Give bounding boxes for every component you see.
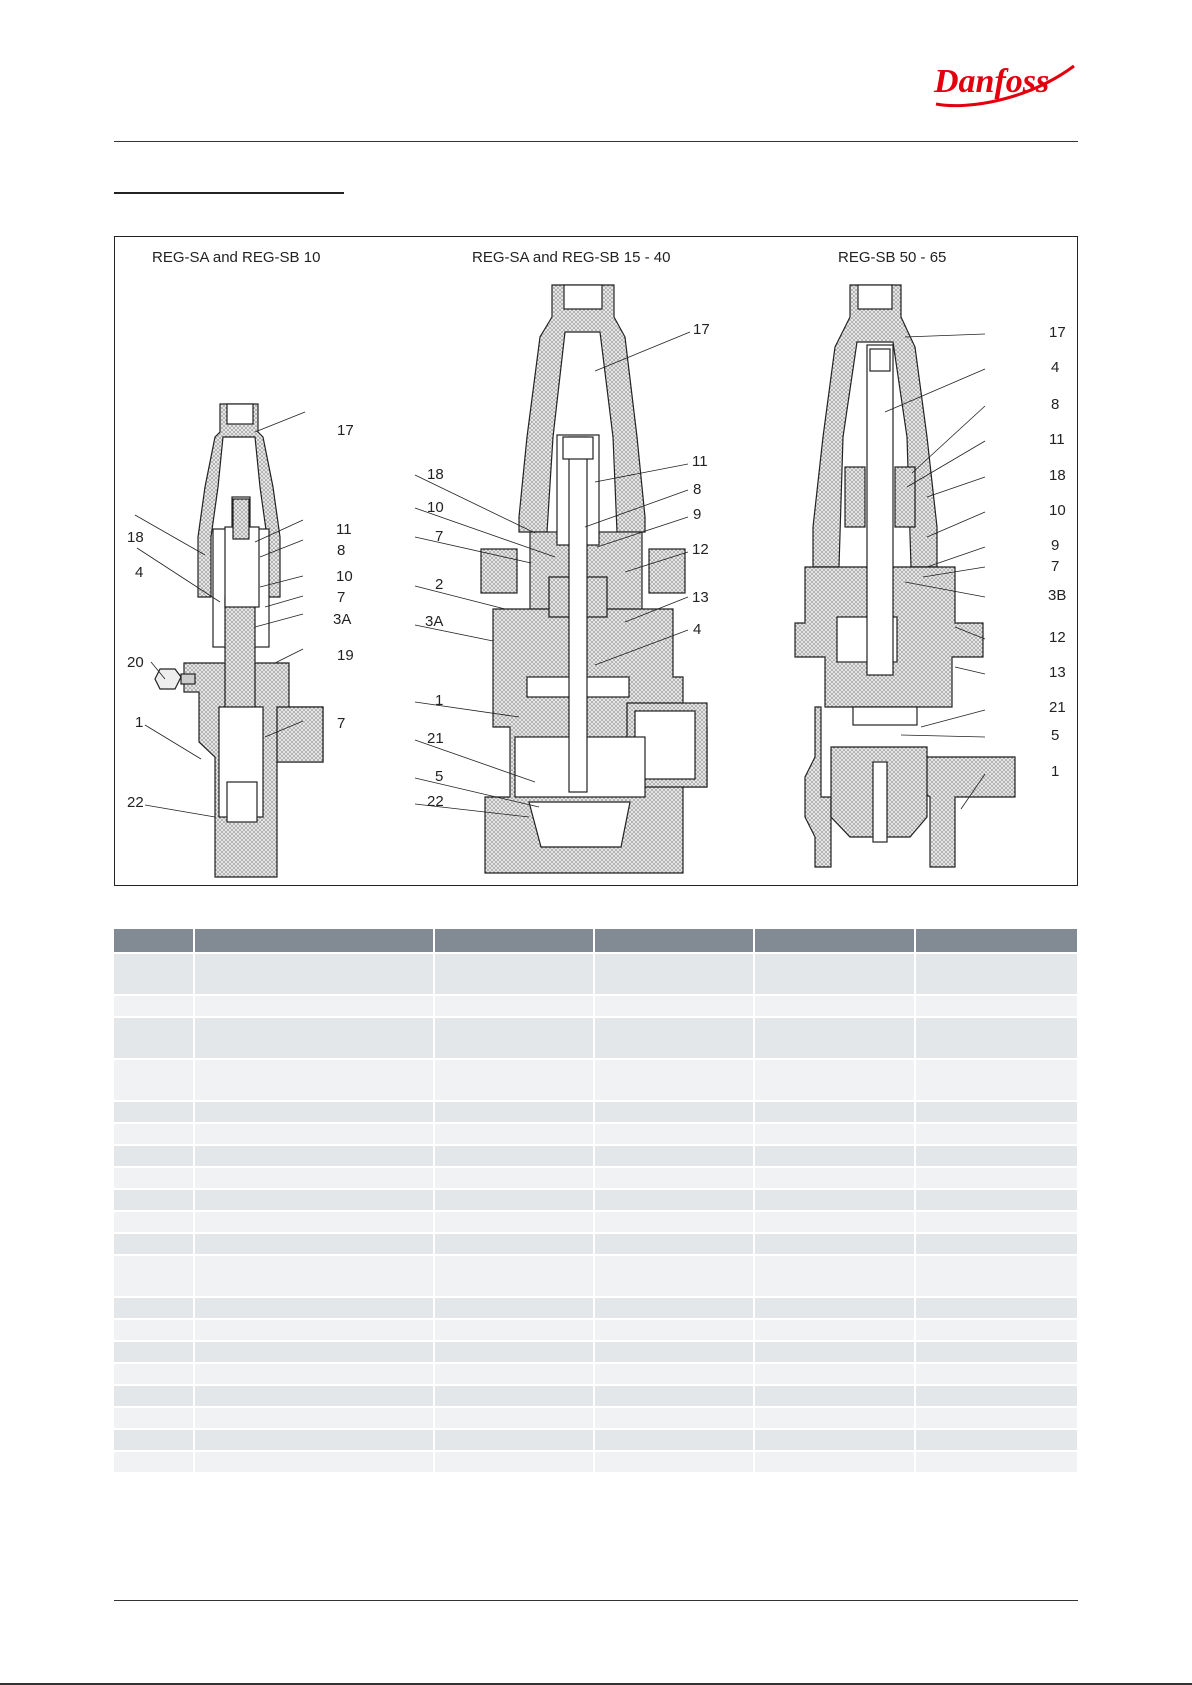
- table-row: [114, 1059, 1078, 1101]
- callout-left-11: 11: [336, 521, 352, 538]
- table-row: [114, 1363, 1078, 1385]
- title-left: REG-SA and REG-SB 10: [152, 249, 321, 266]
- callout-left-22: 22: [127, 794, 144, 811]
- callout-left-20: 20: [127, 654, 144, 671]
- callout-left-1: 1: [135, 714, 144, 731]
- callout-left-7a: 7: [337, 589, 346, 606]
- callout-right-21: 21: [1049, 699, 1066, 716]
- callout-right-4: 4: [1051, 359, 1060, 376]
- callout-right-10: 10: [1049, 502, 1066, 519]
- callout-left-18: 18: [127, 529, 144, 546]
- logo-text: Danfoss: [934, 63, 1050, 100]
- footer-rule: [114, 1600, 1078, 1601]
- table-row: [114, 1341, 1078, 1363]
- callout-mid-21: 21: [427, 730, 444, 747]
- callout-right-5: 5: [1051, 727, 1060, 744]
- callout-mid-1: 1: [435, 692, 444, 709]
- callout-right-7: 7: [1051, 558, 1060, 575]
- callout-mid-18: 18: [427, 466, 444, 483]
- callout-right-18: 18: [1049, 467, 1066, 484]
- callout-mid-10: 10: [427, 499, 444, 516]
- valve-cross-section-svg: [115, 237, 1077, 885]
- table-row: [114, 1319, 1078, 1341]
- table-row: [114, 1297, 1078, 1319]
- table-row: [114, 995, 1078, 1017]
- callout-mid-22: 22: [427, 793, 444, 810]
- table-row: [114, 1167, 1078, 1189]
- callout-left-3a: 3A: [333, 611, 352, 628]
- callout-mid-13: 13: [692, 589, 709, 606]
- callout-left-10: 10: [336, 568, 353, 585]
- table-row: [114, 1189, 1078, 1211]
- callout-right-17: 17: [1049, 324, 1066, 341]
- valve-cross-section-drawings: [114, 236, 1078, 886]
- title-middle: REG-SA and REG-SB 15 - 40: [472, 249, 671, 266]
- danfoss-logo: [928, 52, 1078, 114]
- callout-mid-17: 17: [693, 321, 710, 338]
- table-row: [114, 1211, 1078, 1233]
- table-row: [114, 1429, 1078, 1451]
- callout-mid-7: 7: [435, 528, 444, 545]
- title-right: REG-SB 50 - 65: [838, 249, 947, 266]
- callout-mid-9: 9: [693, 506, 702, 523]
- valve-left: [155, 404, 323, 877]
- callout-mid-8: 8: [693, 481, 702, 498]
- callout-mid-2: 2: [435, 576, 444, 593]
- callout-mid-11: 11: [692, 453, 708, 470]
- table-row: [114, 1017, 1078, 1059]
- callout-left-8: 8: [337, 542, 346, 559]
- table-row: [114, 1101, 1078, 1123]
- table-row: [114, 1145, 1078, 1167]
- callout-left-17: 17: [337, 422, 354, 439]
- table-header-row: [114, 929, 1078, 953]
- callout-mid-12: 12: [692, 541, 709, 558]
- table-row: [114, 1233, 1078, 1255]
- valve-middle: [481, 285, 707, 873]
- callout-mid-4: 4: [693, 621, 702, 638]
- callout-right-8: 8: [1051, 396, 1060, 413]
- callout-right-13: 13: [1049, 664, 1066, 681]
- callout-right-3b: 3B: [1048, 587, 1067, 604]
- table-row: [114, 1123, 1078, 1145]
- callout-right-12: 12: [1049, 629, 1066, 646]
- callout-right-11: 11: [1049, 431, 1065, 448]
- header-rule: [114, 141, 1078, 142]
- callout-mid-5: 5: [435, 768, 444, 785]
- parts-table: [114, 929, 1079, 1472]
- callout-left-4: 4: [135, 564, 144, 581]
- table-row: [114, 1385, 1078, 1407]
- callout-left-7b: 7: [337, 715, 346, 732]
- section-heading-rule: [114, 192, 344, 194]
- callout-right-9: 9: [1051, 537, 1060, 554]
- callout-left-19: 19: [337, 647, 354, 664]
- callout-mid-3a: 3A: [425, 613, 444, 630]
- table-row: [114, 953, 1078, 995]
- table-row: [114, 1407, 1078, 1429]
- table-row: [114, 1451, 1078, 1472]
- valve-right: [795, 285, 1015, 867]
- table-row: [114, 1255, 1078, 1297]
- callout-right-1: 1: [1051, 763, 1060, 780]
